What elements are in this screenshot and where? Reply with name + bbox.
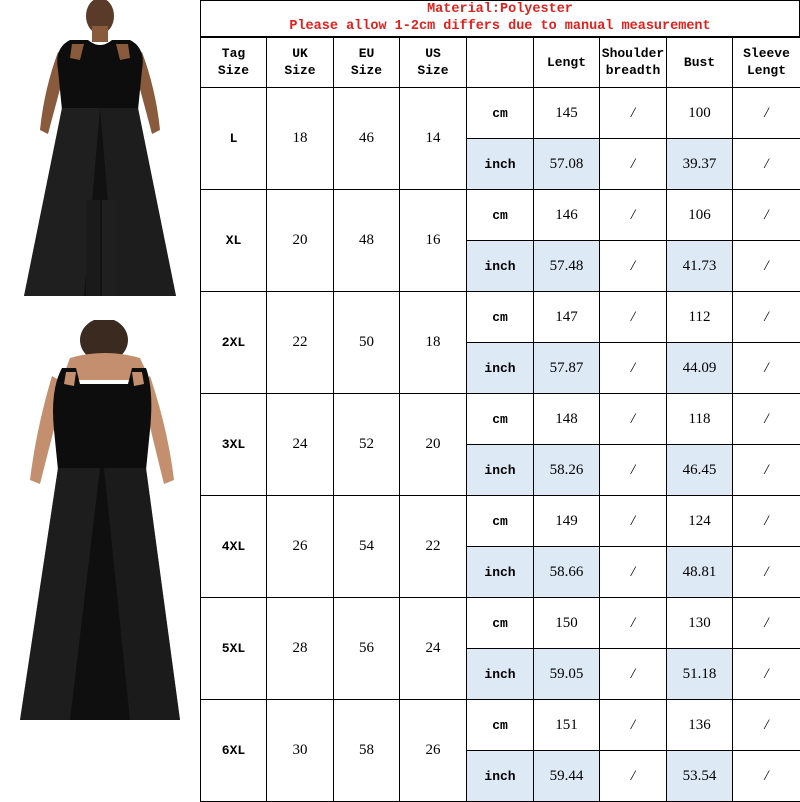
header-tag-size-line1: Tag (201, 45, 266, 62)
table-row (201, 190, 800, 241)
header-shoulder-breadth (600, 37, 667, 88)
bust-inch-cell: 46.45 (667, 445, 733, 496)
shoulder-cm-cell: / (600, 88, 667, 139)
length-cm-cell: 149 (534, 496, 600, 547)
unit-cm-cell: cm (467, 292, 534, 343)
uk-size-cell: 22 (267, 292, 334, 394)
bust-inch-cell: 44.09 (667, 343, 733, 394)
shoulder-cm-cell: / (600, 700, 667, 751)
shoulder-cm-cell: / (600, 190, 667, 241)
tag-size-cell: XL (201, 190, 267, 292)
sleeve-cm-cell: / (733, 598, 800, 649)
bust-inch-cell: 48.81 (667, 547, 733, 598)
header-bust-line1: Bust (667, 54, 732, 71)
model-front-illustration (0, 0, 200, 310)
us-size-cell: 14 (400, 88, 467, 190)
uk-size-cell: 30 (267, 700, 334, 802)
header-uk-size-line1: UK (267, 45, 333, 62)
us-size-cell: 18 (400, 292, 467, 394)
bust-inch-cell: 39.37 (667, 139, 733, 190)
sleeve-inch-cell: / (733, 139, 800, 190)
bust-cm-cell: 124 (667, 496, 733, 547)
model-back-illustration (0, 320, 200, 730)
header-us-size-line2: Size (400, 62, 466, 79)
bust-cm-cell: 118 (667, 394, 733, 445)
shoulder-cm-cell: / (600, 394, 667, 445)
length-cm-cell: 148 (534, 394, 600, 445)
header-eu-size-line1: EU (334, 45, 399, 62)
header-bust (667, 37, 733, 88)
unit-cm-cell: cm (467, 88, 534, 139)
table-row (201, 598, 800, 649)
length-inch-cell: 57.48 (534, 241, 600, 292)
bust-inch-cell: 41.73 (667, 241, 733, 292)
length-cm-cell: 146 (534, 190, 600, 241)
header-tag-size (201, 37, 267, 88)
model-front-photo (0, 0, 200, 310)
length-inch-cell: 57.08 (534, 139, 600, 190)
header-sleeve-length (733, 37, 800, 88)
sleeve-cm-cell: / (733, 700, 800, 751)
table-row (201, 700, 800, 751)
sleeve-inch-cell: / (733, 343, 800, 394)
us-size-cell: 20 (400, 394, 467, 496)
unit-cm-cell: cm (467, 496, 534, 547)
shoulder-cm-cell: / (600, 496, 667, 547)
shoulder-inch-cell: / (600, 751, 667, 802)
sleeve-cm-cell: / (733, 394, 800, 445)
uk-size-cell: 28 (267, 598, 334, 700)
header-us-size-line1: US (400, 45, 466, 62)
header-eu-size-line2: Size (334, 62, 399, 79)
unit-inch-cell: inch (467, 139, 534, 190)
us-size-cell: 16 (400, 190, 467, 292)
model-back-photo (0, 320, 200, 730)
unit-cm-cell: cm (467, 598, 534, 649)
table-header-row (201, 37, 800, 88)
product-photos (0, 0, 200, 800)
bust-inch-cell: 51.18 (667, 649, 733, 700)
bust-cm-cell: 112 (667, 292, 733, 343)
tag-size-cell: 6XL (201, 700, 267, 802)
unit-inch-cell: inch (467, 445, 534, 496)
us-size-cell: 26 (400, 700, 467, 802)
sleeve-cm-cell: / (733, 190, 800, 241)
eu-size-cell: 56 (334, 598, 400, 700)
us-size-cell: 24 (400, 598, 467, 700)
shoulder-cm-cell: / (600, 292, 667, 343)
tag-size-cell: L (201, 88, 267, 190)
sleeve-cm-cell: / (733, 88, 800, 139)
unit-inch-cell: inch (467, 649, 534, 700)
tag-size-cell: 5XL (201, 598, 267, 700)
uk-size-cell: 24 (267, 394, 334, 496)
sleeve-cm-cell: / (733, 292, 800, 343)
shoulder-inch-cell: / (600, 241, 667, 292)
length-inch-cell: 59.44 (534, 751, 600, 802)
sleeve-inch-cell: / (733, 547, 800, 598)
header-eu-size (334, 37, 400, 88)
uk-size-cell: 26 (267, 496, 334, 598)
tag-size-cell: 2XL (201, 292, 267, 394)
measurement-note: Please allow 1-2cm differs due to manual measurement (201, 18, 799, 35)
size-chart-title (200, 0, 800, 38)
header-shoulder-breadth-line1: Shoulder (600, 45, 666, 62)
bust-cm-cell: 100 (667, 88, 733, 139)
unit-inch-cell: inch (467, 241, 534, 292)
length-cm-cell: 151 (534, 700, 600, 751)
unit-inch-cell: inch (467, 343, 534, 394)
unit-cm-cell: cm (467, 394, 534, 445)
sleeve-cm-cell: / (733, 496, 800, 547)
shoulder-inch-cell: / (600, 343, 667, 394)
shoulder-inch-cell: / (600, 139, 667, 190)
shoulder-cm-cell: / (600, 598, 667, 649)
uk-size-cell: 20 (267, 190, 334, 292)
tag-size-cell: 3XL (201, 394, 267, 496)
sleeve-inch-cell: / (733, 649, 800, 700)
sleeve-inch-cell: / (733, 445, 800, 496)
shoulder-inch-cell: / (600, 445, 667, 496)
material-label: Material:Polyester (201, 1, 799, 18)
length-cm-cell: 150 (534, 598, 600, 649)
header-tag-size-line2: Size (201, 62, 266, 79)
header-uk-size-line2: Size (267, 62, 333, 79)
table-row (201, 292, 800, 343)
unit-cm-cell: cm (467, 700, 534, 751)
table-body (201, 88, 800, 802)
eu-size-cell: 50 (334, 292, 400, 394)
header-sleeve-length-line1: Sleeve (733, 45, 800, 62)
unit-inch-cell: inch (467, 547, 534, 598)
bust-cm-cell: 136 (667, 700, 733, 751)
tag-size-cell: 4XL (201, 496, 267, 598)
sleeve-inch-cell: / (733, 241, 800, 292)
length-cm-cell: 147 (534, 292, 600, 343)
unit-inch-cell: inch (467, 751, 534, 802)
length-inch-cell: 58.26 (534, 445, 600, 496)
bust-cm-cell: 106 (667, 190, 733, 241)
table-row (201, 88, 800, 139)
size-table (200, 36, 800, 802)
eu-size-cell: 52 (334, 394, 400, 496)
eu-size-cell: 48 (334, 190, 400, 292)
bust-cm-cell: 130 (667, 598, 733, 649)
length-inch-cell: 59.05 (534, 649, 600, 700)
header-shoulder-breadth-line2: breadth (600, 62, 666, 79)
eu-size-cell: 54 (334, 496, 400, 598)
unit-cm-cell: cm (467, 190, 534, 241)
size-chart (200, 0, 800, 800)
shoulder-inch-cell: / (600, 547, 667, 598)
eu-size-cell: 58 (334, 700, 400, 802)
shoulder-inch-cell: / (600, 649, 667, 700)
us-size-cell: 22 (400, 496, 467, 598)
bust-inch-cell: 53.54 (667, 751, 733, 802)
length-cm-cell: 145 (534, 88, 600, 139)
header-length (534, 37, 600, 88)
uk-size-cell: 18 (267, 88, 334, 190)
length-inch-cell: 58.66 (534, 547, 600, 598)
sleeve-inch-cell: / (733, 751, 800, 802)
eu-size-cell: 46 (334, 88, 400, 190)
header-uk-size (267, 37, 334, 88)
length-inch-cell: 57.87 (534, 343, 600, 394)
table-row (201, 394, 800, 445)
header-us-size (400, 37, 467, 88)
header-sleeve-length-line2: Lengt (733, 62, 800, 79)
header-length-line1: Lengt (534, 54, 599, 71)
header-unit (467, 37, 534, 88)
table-row (201, 496, 800, 547)
